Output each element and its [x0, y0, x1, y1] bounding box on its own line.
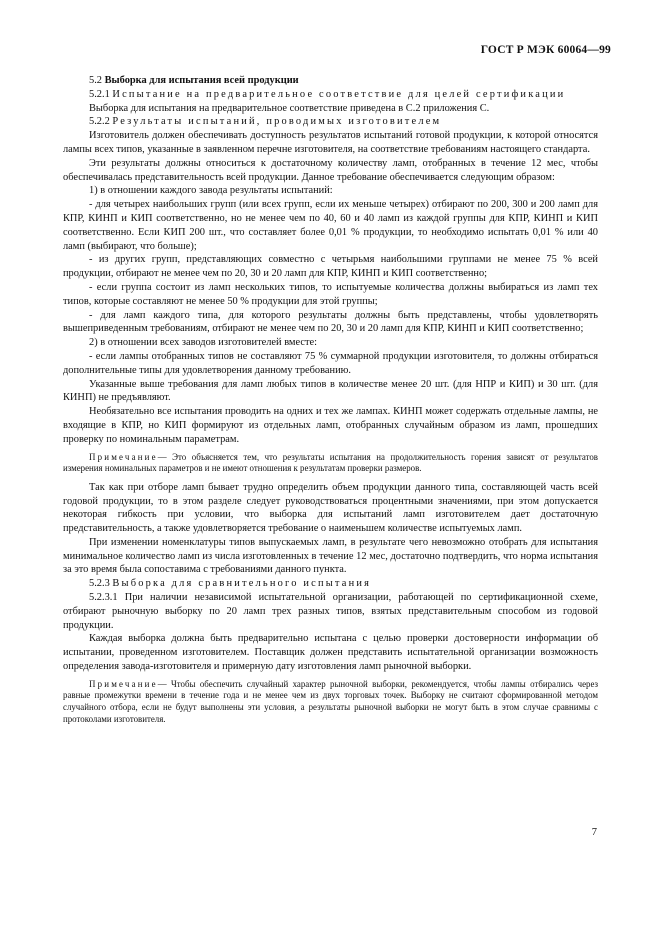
paragraph [63, 591, 598, 632]
paragraph: При изменении номенклатуры типов выпускаемых ламп, в результате чего невозможно отобрать для испытания минимальное количество ламп из числа изготовленных в течение 12 мес, достаточно подтвердить, что норма испытания за это время была сопоставима с требованиями данного пункта. [63, 536, 598, 576]
subsection-title: Испытание на предварительное соответствие для целей сертификации [112, 88, 566, 100]
list-item: - для ламп каждого типа, для которого результаты должны быть представлены, чтобы удовлетворять вышеприведенным требованиям, отбирают не менее чем по 20, 30 и 20 ламп для КПР, КИНП и КИП соответственно; [63, 309, 598, 335]
subsection-number: 5.2.3 [89, 578, 110, 590]
paragraph: Эти результаты должны относиться к достаточному количеству ламп, отобранных в течение 12 мес, чтобы обеспечивалась представительность всей продукции. Данное требование обеспечивается следующим образом: [63, 157, 598, 183]
subsection-title: Выборка для сравнительного испытания [112, 578, 372, 590]
note [63, 452, 598, 475]
section-heading [63, 74, 598, 88]
clause-text: При наличии независимой испытательной организации, работающей по сертификационной схеме, отбирают рыночную выборку по 20 ламп трех разных типов, взятых представительным способом из годовой продукции. [63, 592, 598, 631]
list-item: - если лампы отобранных типов не составляют 75 % суммарной продукции изготовителя, то должны отбираться дополнительные типы для удовлетворения данному требованию. [63, 350, 598, 376]
subsection-heading-5-2-3 [63, 577, 598, 591]
page-content [63, 74, 598, 731]
section-number: 5.2 [89, 75, 102, 86]
list-item: - если группа состоит из ламп нескольких типов, то испытуемые количества должны выбираться из ламп тех типов, которые составляют не менее 50 % продукции для этой группы; [63, 281, 598, 307]
paragraph: Каждая выборка должна быть предварительно испытана с целью проверки достоверности информации об испытании, проведенном изготовителем. Поставщик должен представить испытательной организации возможность определения завода-изготовителя и примерную дату изготовления ламп рыночной выборки. [63, 633, 598, 673]
note-text: — Чтобы обеспечить случайный характер рыночной выборки, рекомендуется, чтобы лампы отбирались через равные промежутки времени в течение года и не менее чем из двух торговых точек. Выборку не считают сформированной методом случайного отбора, если не будут выполнены эти условия, а результаты рыночной выборки не могут быть в этом случае сравнимы с протоколами изготовителя. [63, 678, 598, 724]
list-item: - из других групп, представляющих совместно с четырьмя наибольшими группами не менее 75 % всей продукции, отбирают не менее чем по 20, 30 и 20 ламп для КПР, КИНП и КИП соответственно; [63, 254, 598, 280]
note-text: — Это объясняется тем, что результаты испытания на продолжительность горения зависят от результатов измерения номинальных параметров и не имеют отношения к результатам проверки размеров. [63, 451, 598, 474]
paragraph: Изготовитель должен обеспечивать доступность результатов испытаний готовой продукции, к которой относятся лампы всех типов, указанные в заявленном перечне изготовителя, на соответствие требованиям настоящего стандарта. [63, 130, 598, 155]
section-title: Выборка для испытания всей продукции [104, 75, 299, 86]
subsection-number: 5.2.1 [89, 88, 110, 100]
note [63, 679, 598, 725]
page-header: ГОСТ Р МЭК 60064—99 [480, 44, 611, 56]
paragraph: Так как при отборе ламп бывает трудно определить объем продукции данного типа, составляющей часть всей годовой продукции, то в этом разделе следует руководствоваться процентными значениями, при этом допускается некоторая гибкость при условии, что выборка для испытаний ламп изготовителем дает достаточную представительность, а также удовлетворяется требование о наименьшем количестве испытуемых ламп. [63, 481, 598, 535]
list-item: 2) в отношении всех заводов изготовителей вместе: [89, 337, 318, 349]
page-number: 7 [591, 827, 597, 838]
list-item: - для четырех наибольших групп (или всех групп, если их меньше четырех) отбирают по 200, 300 и 200 ламп для КПР, КИНП и КИП соответственно, но не менее чем по 40, 60 и 40 ламп из каждой группы для КПР, КИНП и КИП соответственно. Если КИП 200 шт., что составляет более 0,01 % продукции, то необходимо испытать 0,01 % или 40 ламп (выбирают, что больше); [63, 199, 598, 252]
subsection-title: Результаты испытаний, проводимых изготовителем [112, 116, 442, 128]
clause-number: 5.2.3.1 [89, 592, 118, 604]
note-label: Примечание [89, 451, 158, 462]
subsection-number: 5.2.2 [89, 116, 110, 128]
note-label: Примечание [89, 678, 158, 689]
paragraph: Выборка для испытания на предварительное соответствие приведена в С.2 приложения С. [89, 102, 490, 114]
subsection-heading-5-2-2 [63, 115, 598, 129]
list-item: 1) в отношении каждого завода результаты испытаний: [89, 185, 333, 197]
paragraph: Указанные выше требования для ламп любых типов в количестве менее 20 шт. (для НПР и КИП) и 30 шт. (для КИНП) не предъявляют. [63, 378, 598, 404]
paragraph: Необязательно все испытания проводить на одних и тех же лампах. КИНП может содержать отдельные лампы, не входящие в КПР, но КИП формируют из отдельных ламп, отобранных случайным образом из ламп, прошедших проверку по номинальным параметрам. [63, 406, 598, 445]
subsection-heading-5-2-1 [63, 88, 598, 102]
